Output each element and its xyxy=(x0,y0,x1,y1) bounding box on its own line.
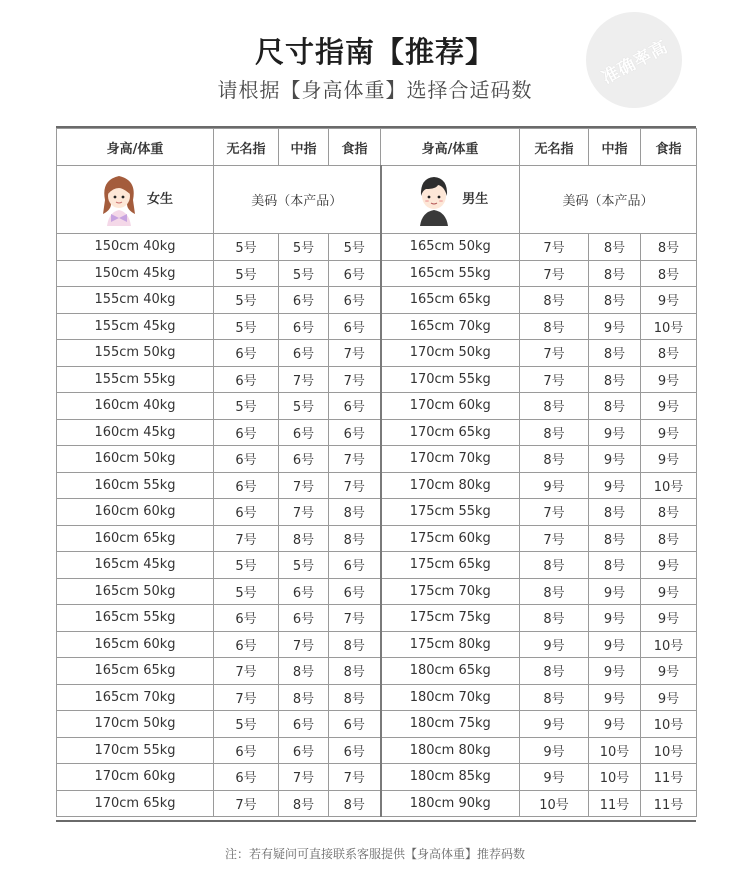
height-weight-cell: 160cm 65kg xyxy=(57,525,214,552)
ring-size-cell: 7号 xyxy=(214,684,279,711)
table-row xyxy=(57,393,697,420)
ring-size-cell: 6号 xyxy=(279,605,329,632)
ring-size-cell: 6号 xyxy=(214,631,279,658)
ring-size-cell: 9号 xyxy=(641,366,697,393)
ring-size-cell: 8号 xyxy=(641,499,697,526)
ring-size-cell: 8号 xyxy=(329,790,381,817)
height-weight-cell: 160cm 40kg xyxy=(57,393,214,420)
ring-size-cell: 7号 xyxy=(214,790,279,817)
male-label: 男生 xyxy=(462,192,489,207)
height-weight-cell: 170cm 60kg xyxy=(381,393,520,420)
table-row xyxy=(57,287,697,314)
height-weight-cell: 165cm 65kg xyxy=(381,287,520,314)
column-header: 中指 xyxy=(279,129,329,166)
female-size-note: 美码（本产品） xyxy=(214,166,381,234)
height-weight-cell: 155cm 45kg xyxy=(57,313,214,340)
height-weight-cell: 150cm 45kg xyxy=(57,260,214,287)
height-weight-cell: 155cm 40kg xyxy=(57,287,214,314)
height-weight-cell: 175cm 75kg xyxy=(381,605,520,632)
ring-size-cell: 8号 xyxy=(520,313,589,340)
ring-size-cell: 9号 xyxy=(589,658,641,685)
ring-size-cell: 9号 xyxy=(520,472,589,499)
ring-size-cell: 7号 xyxy=(329,605,381,632)
height-weight-cell: 170cm 50kg xyxy=(57,711,214,738)
table-row xyxy=(57,764,697,791)
ring-size-cell: 7号 xyxy=(329,446,381,473)
column-header: 身高/体重 xyxy=(57,129,214,166)
table-row xyxy=(57,578,697,605)
ring-size-cell: 6号 xyxy=(329,393,381,420)
height-weight-cell: 160cm 50kg xyxy=(57,446,214,473)
ring-size-cell: 5号 xyxy=(279,234,329,261)
height-weight-cell: 165cm 70kg xyxy=(57,684,214,711)
ring-size-cell: 7号 xyxy=(279,499,329,526)
male-size-note: 美码（本产品） xyxy=(520,166,697,234)
ring-size-cell: 5号 xyxy=(214,393,279,420)
ring-size-cell: 10号 xyxy=(641,711,697,738)
ring-size-cell: 10号 xyxy=(641,631,697,658)
ring-size-cell: 5号 xyxy=(214,287,279,314)
female-label: 女生 xyxy=(146,192,173,207)
ring-size-cell: 8号 xyxy=(520,605,589,632)
height-weight-cell: 170cm 70kg xyxy=(381,446,520,473)
height-weight-cell: 165cm 65kg xyxy=(57,658,214,685)
ring-size-cell: 8号 xyxy=(589,393,641,420)
ring-size-cell: 8号 xyxy=(641,260,697,287)
height-weight-cell: 170cm 65kg xyxy=(57,790,214,817)
ring-size-cell: 5号 xyxy=(214,313,279,340)
table-row xyxy=(57,234,697,261)
table-row xyxy=(57,313,697,340)
column-header: 食指 xyxy=(641,129,697,166)
ring-size-cell: 5号 xyxy=(329,234,381,261)
ring-size-cell: 6号 xyxy=(279,737,329,764)
height-weight-cell: 155cm 55kg xyxy=(57,366,214,393)
ring-size-cell: 7号 xyxy=(214,525,279,552)
height-weight-cell: 175cm 80kg xyxy=(381,631,520,658)
column-header: 中指 xyxy=(589,129,641,166)
ring-size-cell: 7号 xyxy=(329,764,381,791)
ring-size-cell: 5号 xyxy=(279,552,329,579)
table-row xyxy=(57,499,697,526)
ring-size-cell: 9号 xyxy=(520,711,589,738)
ring-size-cell: 9号 xyxy=(641,419,697,446)
height-weight-cell: 175cm 70kg xyxy=(381,578,520,605)
ring-size-cell: 8号 xyxy=(520,552,589,579)
ring-size-cell: 8号 xyxy=(520,578,589,605)
height-weight-cell: 180cm 80kg xyxy=(381,737,520,764)
ring-size-cell: 9号 xyxy=(641,287,697,314)
ring-size-cell: 6号 xyxy=(329,260,381,287)
ring-size-cell: 10号 xyxy=(641,472,697,499)
ring-size-cell: 8号 xyxy=(641,340,697,367)
ring-size-cell: 7号 xyxy=(279,764,329,791)
ring-size-cell: 10号 xyxy=(589,764,641,791)
height-weight-cell: 175cm 55kg xyxy=(381,499,520,526)
ring-size-cell: 6号 xyxy=(214,340,279,367)
page-subtitle: 请根据【身高体重】选择合适码数 xyxy=(217,78,533,102)
ring-size-cell: 9号 xyxy=(641,605,697,632)
ring-size-cell: 7号 xyxy=(520,499,589,526)
ring-size-cell: 6号 xyxy=(214,446,279,473)
table-row xyxy=(57,340,697,367)
ring-size-cell: 6号 xyxy=(214,605,279,632)
column-header: 食指 xyxy=(329,129,381,166)
ring-size-cell: 7号 xyxy=(329,472,381,499)
ring-size-cell: 6号 xyxy=(329,552,381,579)
ring-size-cell: 8号 xyxy=(520,287,589,314)
ring-size-cell: 7号 xyxy=(520,234,589,261)
ring-size-cell: 7号 xyxy=(279,631,329,658)
height-weight-cell: 165cm 55kg xyxy=(381,260,520,287)
ring-size-cell: 9号 xyxy=(589,313,641,340)
ring-size-cell: 8号 xyxy=(641,234,697,261)
ring-size-cell: 8号 xyxy=(329,684,381,711)
ring-size-cell: 8号 xyxy=(641,525,697,552)
table-row xyxy=(57,737,697,764)
ring-size-cell: 6号 xyxy=(214,366,279,393)
ring-size-cell: 6号 xyxy=(214,737,279,764)
ring-size-cell: 7号 xyxy=(279,472,329,499)
ring-size-cell: 8号 xyxy=(279,525,329,552)
ring-size-cell: 9号 xyxy=(589,446,641,473)
size-guide-table xyxy=(56,128,697,817)
ring-size-cell: 8号 xyxy=(589,260,641,287)
table-row xyxy=(57,366,697,393)
ring-size-cell: 5号 xyxy=(214,552,279,579)
ring-size-cell: 6号 xyxy=(214,419,279,446)
ring-size-cell: 9号 xyxy=(520,631,589,658)
ring-size-cell: 8号 xyxy=(329,658,381,685)
ring-size-cell: 6号 xyxy=(214,499,279,526)
height-weight-cell: 160cm 60kg xyxy=(57,499,214,526)
footnote: 注：若有疑问可直接联系客服提供【身高体重】推荐码数 xyxy=(224,847,525,861)
ring-size-cell: 6号 xyxy=(329,737,381,764)
ring-size-cell: 6号 xyxy=(214,764,279,791)
ring-size-cell: 11号 xyxy=(589,790,641,817)
ring-size-cell: 9号 xyxy=(641,578,697,605)
accuracy-badge-label: 准确率高 xyxy=(598,36,672,88)
ring-size-cell: 9号 xyxy=(641,393,697,420)
height-weight-cell: 180cm 85kg xyxy=(381,764,520,791)
ring-size-cell: 8号 xyxy=(520,684,589,711)
table-row xyxy=(57,419,697,446)
height-weight-cell: 165cm 50kg xyxy=(57,578,214,605)
ring-size-cell: 9号 xyxy=(520,737,589,764)
ring-size-cell: 8号 xyxy=(589,499,641,526)
ring-size-cell: 8号 xyxy=(589,287,641,314)
ring-size-cell: 5号 xyxy=(214,711,279,738)
height-weight-cell: 170cm 65kg xyxy=(381,419,520,446)
ring-size-cell: 7号 xyxy=(520,366,589,393)
ring-size-cell: 8号 xyxy=(329,499,381,526)
ring-size-cell: 6号 xyxy=(279,578,329,605)
female-cell xyxy=(57,166,214,234)
ring-size-cell: 8号 xyxy=(589,366,641,393)
height-weight-cell: 180cm 70kg xyxy=(381,684,520,711)
ring-size-cell: 8号 xyxy=(589,525,641,552)
ring-size-cell: 6号 xyxy=(214,472,279,499)
ring-size-cell: 9号 xyxy=(520,764,589,791)
ring-size-cell: 8号 xyxy=(520,446,589,473)
table-row xyxy=(57,472,697,499)
ring-size-cell: 6号 xyxy=(279,446,329,473)
column-header: 身高/体重 xyxy=(381,129,520,166)
ring-size-cell: 7号 xyxy=(520,525,589,552)
ring-size-cell: 6号 xyxy=(329,419,381,446)
ring-size-cell: 9号 xyxy=(589,419,641,446)
page-title: 尺寸指南【推荐】 xyxy=(254,35,495,69)
ring-size-cell: 9号 xyxy=(589,578,641,605)
ring-size-cell: 8号 xyxy=(329,525,381,552)
ring-size-cell: 8号 xyxy=(520,393,589,420)
table-row xyxy=(57,605,697,632)
ring-size-cell: 7号 xyxy=(329,340,381,367)
ring-size-cell: 9号 xyxy=(641,446,697,473)
height-weight-cell: 175cm 65kg xyxy=(381,552,520,579)
height-weight-cell: 180cm 75kg xyxy=(381,711,520,738)
accuracy-badge xyxy=(586,12,682,108)
ring-size-cell: 8号 xyxy=(279,658,329,685)
girl-avatar-icon xyxy=(97,170,141,226)
ring-size-cell: 6号 xyxy=(329,711,381,738)
ring-size-cell: 5号 xyxy=(214,234,279,261)
height-weight-cell: 170cm 80kg xyxy=(381,472,520,499)
table-row xyxy=(57,790,697,817)
ring-size-cell: 7号 xyxy=(520,340,589,367)
table-bottom-rule xyxy=(56,820,696,822)
ring-size-cell: 6号 xyxy=(329,578,381,605)
ring-size-cell: 6号 xyxy=(279,287,329,314)
height-weight-cell: 180cm 65kg xyxy=(381,658,520,685)
ring-size-cell: 8号 xyxy=(279,684,329,711)
ring-size-cell: 10号 xyxy=(641,737,697,764)
table-row xyxy=(57,260,697,287)
ring-size-cell: 11号 xyxy=(641,764,697,791)
height-weight-cell: 155cm 50kg xyxy=(57,340,214,367)
ring-size-cell: 6号 xyxy=(329,313,381,340)
ring-size-cell: 10号 xyxy=(589,737,641,764)
ring-size-cell: 5号 xyxy=(214,578,279,605)
ring-size-cell: 9号 xyxy=(641,658,697,685)
ring-size-cell: 6号 xyxy=(279,313,329,340)
ring-size-cell: 9号 xyxy=(589,711,641,738)
ring-size-cell: 6号 xyxy=(279,419,329,446)
height-weight-cell: 165cm 45kg xyxy=(57,552,214,579)
table-row xyxy=(57,711,697,738)
ring-size-cell: 5号 xyxy=(279,393,329,420)
ring-size-cell: 6号 xyxy=(279,711,329,738)
height-weight-cell: 170cm 55kg xyxy=(57,737,214,764)
height-weight-cell: 160cm 55kg xyxy=(57,472,214,499)
table-row xyxy=(57,631,697,658)
height-weight-cell: 170cm 55kg xyxy=(381,366,520,393)
height-weight-cell: 165cm 55kg xyxy=(57,605,214,632)
height-weight-cell: 150cm 40kg xyxy=(57,234,214,261)
ring-size-cell: 8号 xyxy=(589,552,641,579)
height-weight-cell: 165cm 60kg xyxy=(57,631,214,658)
ring-size-cell: 8号 xyxy=(589,234,641,261)
height-weight-cell: 165cm 70kg xyxy=(381,313,520,340)
ring-size-cell: 5号 xyxy=(214,260,279,287)
table-header-row xyxy=(57,129,697,166)
ring-size-cell: 5号 xyxy=(279,260,329,287)
ring-size-cell: 10号 xyxy=(520,790,589,817)
ring-size-cell: 7号 xyxy=(214,658,279,685)
ring-size-cell: 8号 xyxy=(520,658,589,685)
ring-size-cell: 9号 xyxy=(641,552,697,579)
ring-size-cell: 11号 xyxy=(641,790,697,817)
table-row xyxy=(57,446,697,473)
height-weight-cell: 170cm 50kg xyxy=(381,340,520,367)
ring-size-cell: 8号 xyxy=(329,631,381,658)
table-row xyxy=(57,525,697,552)
height-weight-cell: 170cm 60kg xyxy=(57,764,214,791)
ring-size-cell: 8号 xyxy=(279,790,329,817)
ring-size-cell: 9号 xyxy=(589,605,641,632)
ring-size-cell: 9号 xyxy=(589,684,641,711)
ring-size-cell: 10号 xyxy=(641,313,697,340)
ring-size-cell: 9号 xyxy=(589,472,641,499)
ring-size-cell: 6号 xyxy=(279,340,329,367)
male-cell xyxy=(381,166,520,234)
ring-size-cell: 9号 xyxy=(641,684,697,711)
height-weight-cell: 160cm 45kg xyxy=(57,419,214,446)
table-row xyxy=(57,658,697,685)
ring-size-cell: 8号 xyxy=(589,340,641,367)
height-weight-cell: 180cm 90kg xyxy=(381,790,520,817)
ring-size-cell: 9号 xyxy=(589,631,641,658)
column-header: 无名指 xyxy=(214,129,279,166)
ring-size-cell: 7号 xyxy=(520,260,589,287)
ring-size-cell: 8号 xyxy=(520,419,589,446)
ring-size-cell: 7号 xyxy=(279,366,329,393)
boy-avatar-icon xyxy=(412,170,456,226)
height-weight-cell: 165cm 50kg xyxy=(381,234,520,261)
height-weight-cell: 175cm 60kg xyxy=(381,525,520,552)
ring-size-cell: 6号 xyxy=(329,287,381,314)
column-header: 无名指 xyxy=(520,129,589,166)
ring-size-cell: 7号 xyxy=(329,366,381,393)
table-row xyxy=(57,684,697,711)
gender-row xyxy=(57,166,697,234)
table-row xyxy=(57,552,697,579)
